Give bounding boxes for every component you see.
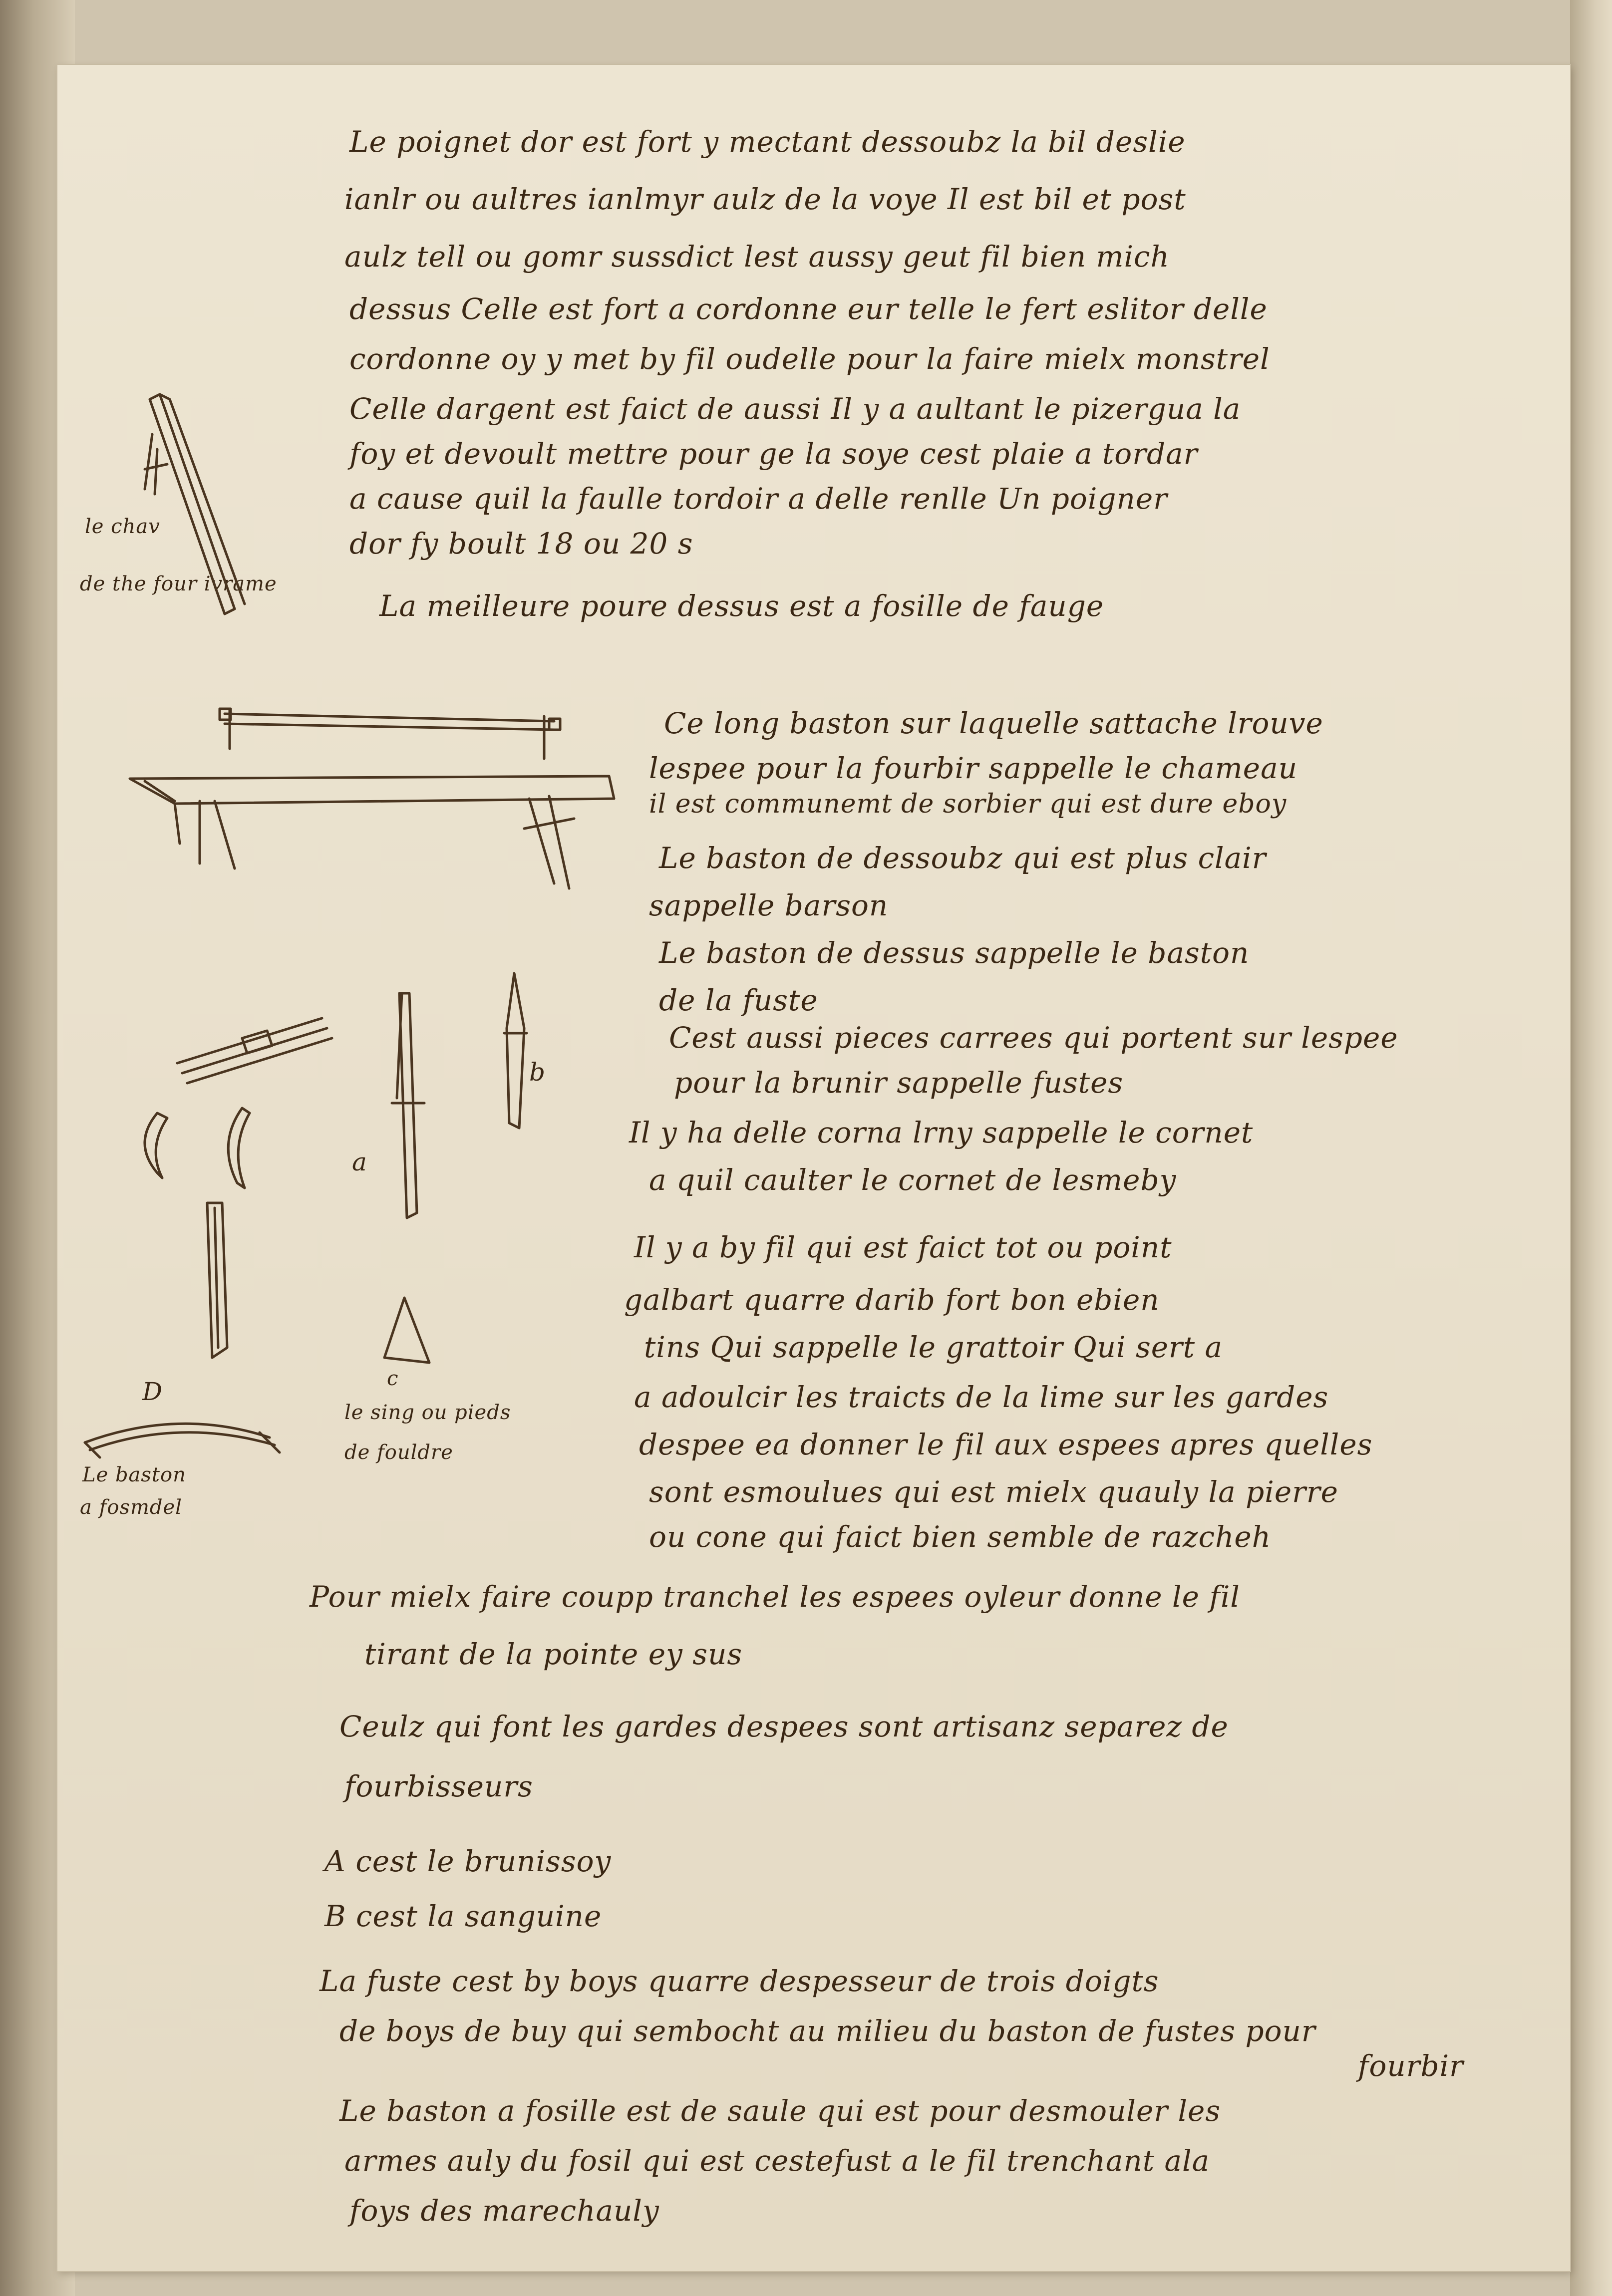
sketch-letter-b-text: b — [529, 1058, 546, 1087]
grattoir-sketch — [187, 1198, 247, 1368]
list-item-a: A cest le brunissoy — [324, 1844, 612, 1878]
text-line: fourbisseurs — [344, 1769, 533, 1803]
text-line: tins Qui sappelle le grattoir Qui sert a — [644, 1330, 1223, 1364]
text-line: a quil caulter le cornet de lesmeby — [649, 1163, 1177, 1197]
sketch-letter-c-text: c — [387, 1367, 398, 1390]
sketch-letter-a-text: a — [352, 1148, 367, 1176]
text-line: Le poignet dor est fort y mectant dessoubz la bil deslie — [349, 125, 1186, 159]
text-line: de la fuste — [659, 983, 818, 1017]
sketch-letter-d — [140, 1370, 175, 1410]
text-line: de fouldre — [344, 1441, 453, 1464]
text-line: sappelle barson — [649, 888, 889, 922]
paragraph-2: La meilleure poure dessus est a fosille de fauge — [379, 589, 1104, 623]
text-line: despee ea donner le fil aux espees apres quelles — [639, 1428, 1373, 1461]
text-line: Le baston de dessus sappelle le baston — [659, 936, 1250, 970]
text-line: Ceulz qui font les gardes despees sont artisanz separez de — [339, 1710, 1229, 1743]
text-line: La fuste cest by boys quarre despesseur de trois doigts — [320, 1964, 1159, 1998]
text-line: aulz tell ou gomr sussdict lest aussy geut fil bien mich — [344, 240, 1170, 274]
text-line: de boys de buy qui sembocht au milieu du baston de fustes pour — [339, 2014, 1316, 2048]
text-line: Il y ha delle corna lrny sappelle le cornet — [629, 1116, 1254, 1149]
text-line: pour la brunir sappelle fustes — [674, 1066, 1124, 1100]
text-line: sont esmoulues qui est mielx quauly la pierre — [649, 1475, 1338, 1509]
cornet-sketch — [132, 1103, 282, 1203]
text-line: cordonne oy y met by fil oudelle pour la faire mielx monstrel — [349, 342, 1270, 376]
text-line: lespee pour la fourbir sappelle le chameau — [649, 751, 1298, 785]
text-line: foys des marechauly — [349, 2194, 659, 2228]
fosille-baston-sketch — [80, 1403, 290, 1472]
sketch-letter-d-text: D — [142, 1377, 163, 1406]
text-line: Ce long baston sur laquelle sattache lrouve — [664, 706, 1323, 740]
text-line: Le baston — [82, 1463, 186, 1486]
text-line: a fosmdel — [80, 1496, 182, 1519]
burnisher-tool-a-sketch — [369, 983, 479, 1223]
text-line: ianlr ou aultres ianlmyr aulz de la voye Il est bil et post — [344, 182, 1186, 216]
list-item-b: B cest la sanguine — [324, 1899, 602, 1933]
text-line: de the four ivrame — [80, 573, 277, 595]
text-line: a adoulcir les traicts de la lime sur les gardes — [634, 1380, 1329, 1414]
text-line: Cest aussi pieces carrees qui portent sur lespee — [669, 1021, 1398, 1055]
adjacent-page-edge — [1570, 0, 1612, 2296]
sketch-letter-b — [527, 1053, 557, 1088]
text-line: dor fy boult 18 ou 20 s — [349, 527, 693, 561]
easel-sketch — [130, 389, 260, 629]
text-line: tirant de la pointe ey sus — [364, 1637, 743, 1671]
text-line: armes auly du fosil qui est cestefust a le fil trenchant ala — [344, 2144, 1210, 2178]
text-line: Le baston de dessoubz qui est plus clair — [659, 841, 1267, 875]
sketch-letter-c — [384, 1358, 414, 1393]
text-line: Il y a by fil qui est faict tot ou point — [634, 1230, 1172, 1264]
text-line: le sing ou pieds — [344, 1401, 511, 1424]
workbench-sketch — [115, 699, 639, 908]
text-line: Celle dargent est faict de aussi Il y a aultant le pizergua la — [349, 392, 1241, 426]
text-line: a cause quil la faulle tordoir a delle renlle Un poigner — [349, 482, 1168, 516]
text-line: fourbir — [1358, 2049, 1464, 2083]
text-line: Pour mielx faire coupp tranchel les espees oyleur donne le fil — [310, 1580, 1240, 1614]
text-line: dessus Celle est fort a cordonne eur telle le fert eslitor delle — [349, 292, 1268, 326]
text-line: galbart quarre darib fort bon ebien — [624, 1283, 1160, 1317]
text-line: il est communemt de sorbier qui est dure eboy — [649, 789, 1287, 819]
text-line: ou cone qui faict bien semble de razcheh — [649, 1520, 1272, 1554]
fustes-sketch — [172, 1008, 337, 1088]
text-line: le chav — [85, 515, 160, 538]
text-line: Le baston a fosille est de saule qui est pour desmouler les — [339, 2094, 1221, 2128]
sketch-letter-a — [349, 1143, 379, 1178]
text-line: foy et devoult mettre pour ge la soye cest plaie a tordar — [349, 437, 1198, 471]
